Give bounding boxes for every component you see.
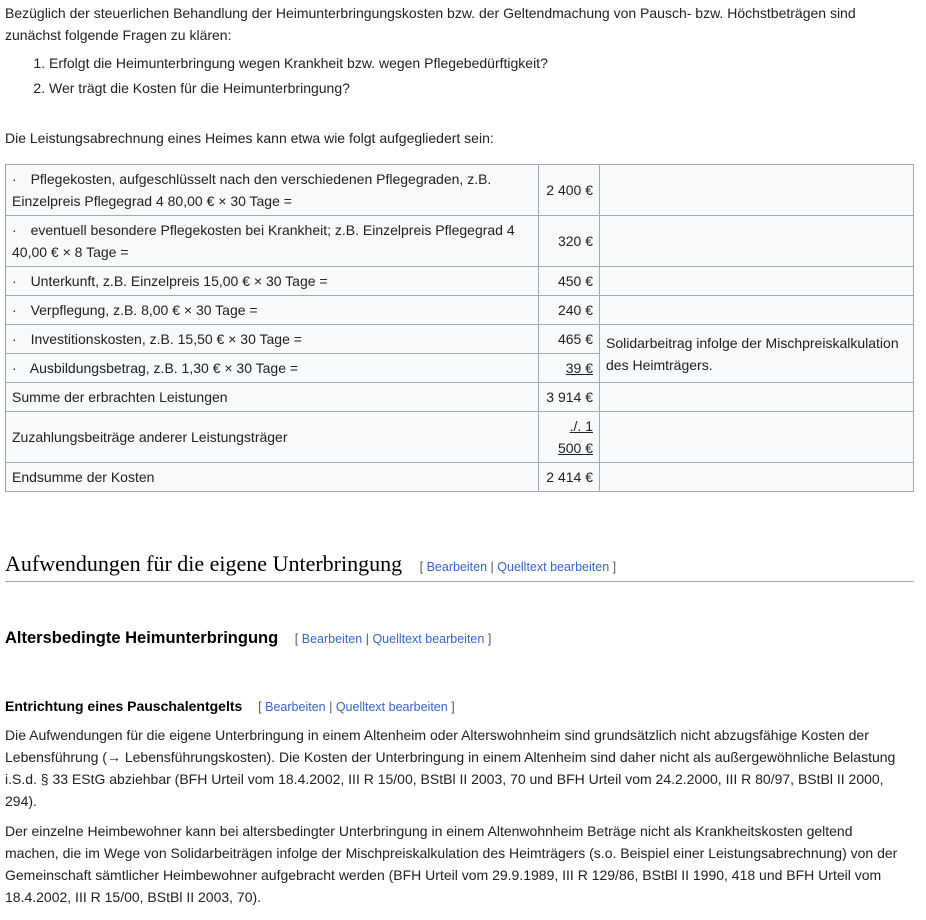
table-row (6, 165, 914, 216)
bullet-icon: · (12, 222, 17, 238)
heading-text: Entrichtung eines Pauschalentgelts (5, 698, 243, 714)
row-amount: 450 € (539, 267, 600, 296)
bullet-icon: · (12, 360, 17, 376)
edit-source-link[interactable]: Quelltext bearbeiten (372, 632, 485, 646)
sum-amount: 3 914 € (539, 383, 600, 412)
row-description (6, 267, 539, 296)
row-note-empty (600, 165, 914, 216)
row-amount: 465 € (539, 325, 600, 354)
row-note-empty (600, 296, 914, 325)
bracket-close: ] (451, 700, 455, 714)
table-row (6, 267, 914, 296)
cost-breakdown-table (5, 164, 914, 492)
row-note-empty (600, 412, 914, 463)
underlined-amount: 39 € (565, 360, 593, 376)
edit-section-links (258, 700, 455, 714)
table-row (6, 216, 914, 267)
separator: | (365, 632, 369, 646)
bullet-icon: · (12, 302, 17, 318)
table-row (6, 296, 914, 325)
row-amount (539, 354, 600, 383)
row-amount: 240 € (539, 296, 600, 325)
heading-text: Altersbedingte Heimunterbringung (5, 629, 279, 647)
solidarity-note: Solidarbeitrag infolge der Mischpreiskalkulation des Heimträgers. (600, 325, 914, 383)
bracket-open: [ (419, 560, 424, 574)
total-amount: 2 414 € (539, 463, 600, 492)
table-row (6, 325, 914, 354)
edit-source-link[interactable]: Quelltext bearbeiten (335, 700, 448, 714)
body-paragraph: Der einzelne Heimbewohner kann bei altersbedingter Unterbringung in einem Altenwohnheim Beträge nicht als Krankheitskosten geltend machen, die im Wege von Solidarbeiträgen infolge der Mischpreiskalkulation des Heimträgers (s.o. Beispiel einer Leistungsabrechnung) von der Gemeinschaft sämtlicher Heimbewohner aufgebracht werden (BFH Urteil vom 29.9.1989, III R 129/86, BStBl II 1990, 418 und BFH Urteil vom 18.4.2002, III R 15/00, BStBl II 2003, 70). (5, 823, 898, 905)
edit-section-links (295, 632, 492, 646)
row-amount: 320 € (539, 216, 600, 267)
row-amount: 2 400 € (539, 165, 600, 216)
edit-link[interactable]: Bearbeiten (426, 560, 488, 574)
section-heading-h2 (5, 551, 914, 582)
total-label: Endsumme der Kosten (6, 463, 539, 492)
row-description (6, 216, 539, 267)
edit-section-links (420, 560, 617, 574)
row-description-text: Pflegekosten, aufgeschlüsselt nach den verschiedenen Pflegegraden, z.B. Einzelpreis Pflegegrad 4 80,00 € × 30 Tage = (12, 171, 492, 209)
deduction-label: Zuzahlungsbeiträge anderer Leistungsträger (6, 412, 539, 463)
row-description (6, 325, 539, 354)
deduction-amount (539, 412, 600, 463)
heading-text: Aufwendungen für die eigene Unterbringung (5, 551, 403, 576)
bracket-open: [ (258, 700, 262, 714)
bracket-open: [ (294, 632, 299, 646)
row-note-empty (600, 216, 914, 267)
bullet-icon: · (12, 331, 17, 347)
row-description-text: Investitionskosten, z.B. 15,50 € × 30 Tage = (30, 331, 302, 347)
row-note-empty (600, 383, 914, 412)
edit-link[interactable]: Bearbeiten (265, 700, 326, 714)
row-note-empty (600, 463, 914, 492)
row-description (6, 165, 539, 216)
edit-link[interactable]: Bearbeiten (301, 632, 363, 646)
section-heading-h3 (5, 627, 491, 650)
sum-label: Summe der erbrachten Leistungen (6, 383, 539, 412)
table-lead-text: Die Leistungsabrechnung eines Heimes kann etwa wie folgt aufgegliedert sein: (5, 130, 494, 146)
bracket-close: ] (612, 560, 617, 574)
bullet-icon: · (12, 273, 17, 289)
separator: | (490, 560, 494, 574)
row-description-text: Ausbildungsbetrag, z.B. 1,30 € × 30 Tage = (29, 360, 299, 376)
separator: | (329, 700, 333, 714)
row-description-text: Verpflegung, z.B. 8,00 € × 30 Tage = (30, 302, 258, 318)
bullet-icon: · (12, 171, 17, 187)
edit-source-link[interactable]: Quelltext bearbeiten (497, 560, 610, 574)
sum-row (6, 383, 914, 412)
body-paragraph: Die Aufwendungen für die eigene Unterbringung in einem Altenheim oder Alterswohnheim sind grundsätzlich nicht abzugsfähige Kosten der Lebensführung (→ Lebensführungskosten). Die Kosten der Unterbringung in einem Altenheim sind daher nicht als außergewöhnliche Belastung i.S.d. § 33 EStG abziehbar (BFH Urteil vom 18.4.2002, III R 15/00, BStBl II 2003, 70 und BFH Urteil vom 24.2.2000, III R 80/97, BStBl II 2000, 294). (5, 727, 896, 809)
section-heading-h4 (5, 695, 455, 718)
question-list (5, 52, 548, 102)
question-item: 1. Erfolgt die Heimunterbringung wegen Krankheit bzw. wegen Pflegebedürftigkeit? (49, 52, 548, 74)
row-note-empty (600, 267, 914, 296)
deduction-row (6, 412, 914, 463)
intro-paragraph: Bezüglich der steuerlichen Behandlung der Heimunterbringungskosten bzw. der Geltendmachung von Pausch- bzw. Höchstbeträgen sind zunächst folgende Fragen zu klären: (5, 5, 856, 43)
row-description-text: eventuell besondere Pflegekosten bei Krankheit; z.B. Einzelpreis Pflegegrad 4 40,00 € × 8 Tage = (12, 222, 515, 260)
total-row (6, 463, 914, 492)
bracket-close: ] (487, 632, 492, 646)
row-description (6, 296, 539, 325)
row-description (6, 354, 539, 383)
question-item: 2. Wer trägt die Kosten für die Heimunterbringung? (49, 77, 548, 99)
row-description-text: Unterkunft, z.B. Einzelpreis 15,00 € × 30 Tage = (30, 273, 328, 289)
underlined-amount: ./. 1 500 € (557, 418, 593, 456)
